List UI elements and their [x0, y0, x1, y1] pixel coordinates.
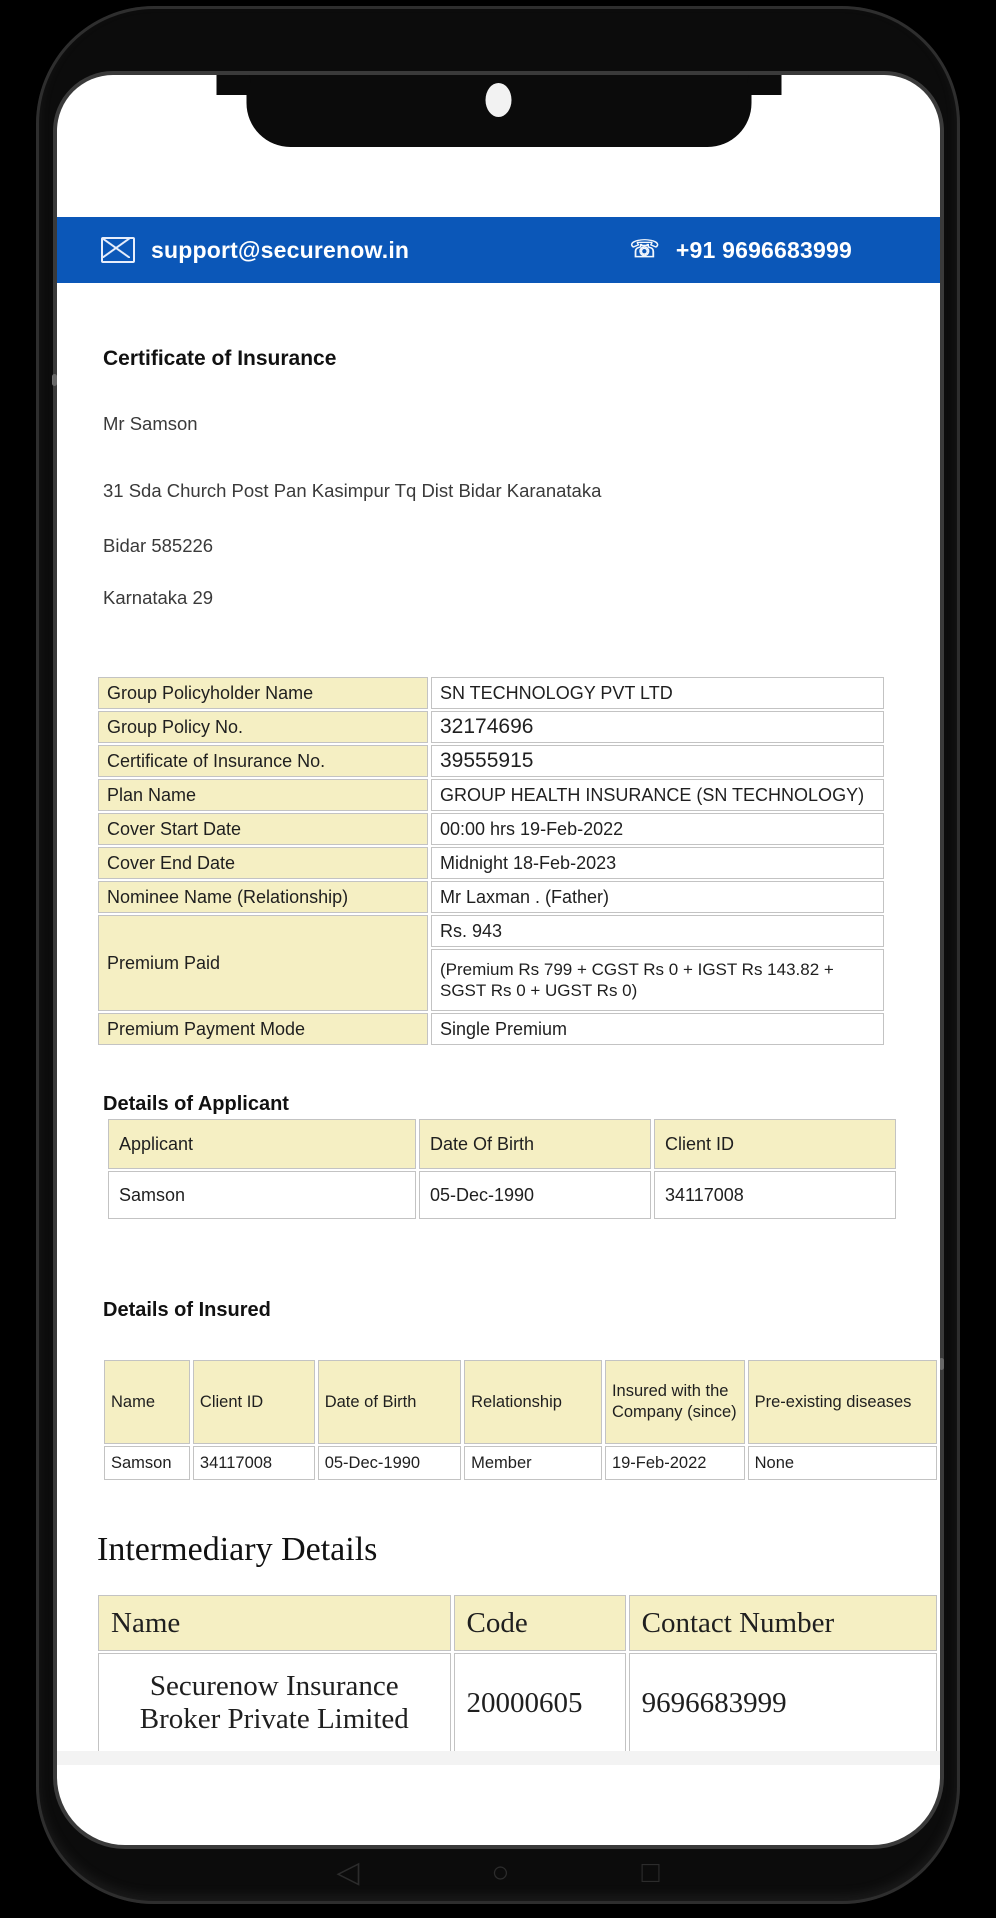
column-header: Relationship: [464, 1360, 602, 1444]
policy-value: SN TECHNOLOGY PVT LTD: [431, 677, 884, 709]
column-header: Date of Birth: [318, 1360, 461, 1444]
camera-icon: [486, 83, 512, 117]
envelope-icon: [101, 237, 135, 263]
intermediary-section-heading: Intermediary Details: [97, 1531, 378, 1568]
column-header: Contact Number: [629, 1595, 937, 1651]
column-header: Client ID: [193, 1360, 315, 1444]
table-row: [98, 1013, 884, 1045]
table-header-row: [104, 1360, 937, 1444]
table-row: [98, 813, 884, 845]
table-row: [98, 847, 884, 879]
policy-label: Nominee Name (Relationship): [98, 881, 428, 913]
policy-label: Cover End Date: [98, 847, 428, 879]
recipient-name: Mr Samson: [103, 413, 198, 434]
policy-summary-table: [95, 675, 887, 1047]
applicant-dob: 05-Dec-1990: [419, 1171, 651, 1219]
intermediary-code: 20000605: [454, 1653, 626, 1753]
table-row: [98, 677, 884, 709]
page-bottom-strip: [57, 1751, 940, 1765]
phone-icon: ☏: [629, 236, 660, 263]
table-row: [98, 1653, 937, 1753]
table-row: [98, 915, 884, 947]
insured-since: 19-Feb-2022: [605, 1446, 745, 1480]
contact-topbar: [57, 217, 940, 283]
phone-screen: [57, 75, 940, 1845]
table-header-row: [108, 1119, 896, 1169]
column-header: Date Of Birth: [419, 1119, 651, 1169]
insured-table: [101, 1358, 940, 1482]
home-icon[interactable]: ○: [491, 1856, 510, 1889]
intermediary-table: [95, 1593, 940, 1755]
applicant-name: Samson: [108, 1171, 416, 1219]
insured-client-id: 34117008: [193, 1446, 315, 1480]
insured-section-heading: Details of Insured: [103, 1299, 271, 1321]
table-row: [98, 745, 884, 777]
table-row: [98, 881, 884, 913]
policy-value: Mr Laxman . (Father): [431, 881, 884, 913]
policy-label: Cover Start Date: [98, 813, 428, 845]
column-header: Applicant: [108, 1119, 416, 1169]
applicant-table: [105, 1117, 899, 1221]
address-line-2: Bidar 585226: [103, 535, 214, 556]
phone-frame: [36, 6, 960, 1904]
phone-notch: [246, 75, 751, 147]
intermediary-contact: 9696683999: [629, 1653, 937, 1753]
support-phone-label: +91 9696683999: [675, 236, 852, 263]
insured-relationship: Member: [464, 1446, 602, 1480]
policy-value: 00:00 hrs 19-Feb-2022: [431, 813, 884, 845]
support-phone-link[interactable]: [630, 237, 852, 264]
address-line-3: Karnataka 29: [103, 587, 214, 608]
table-header-row: [98, 1595, 937, 1651]
support-email-link[interactable]: [101, 237, 409, 264]
policy-value: 39555915: [431, 745, 884, 777]
policy-value: GROUP HEALTH INSURANCE (SN TECHNOLOGY): [431, 779, 884, 811]
premium-breakdown: (Premium Rs 799 + CGST Rs 0 + IGST Rs 143.82 + SGST Rs 0 + UGST Rs 0): [431, 949, 884, 1011]
policy-label: Group Policyholder Name: [98, 677, 428, 709]
policy-label: Group Policy No.: [98, 711, 428, 743]
policy-label: Plan Name: [98, 779, 428, 811]
applicant-section-heading: Details of Applicant: [103, 1093, 289, 1115]
column-header: Pre-existing diseases: [748, 1360, 937, 1444]
intermediary-name: Securenow Insurance Broker Private Limited: [98, 1653, 451, 1753]
table-row: [98, 779, 884, 811]
insured-pre-existing: None: [748, 1446, 937, 1480]
column-header: Code: [454, 1595, 626, 1651]
back-icon[interactable]: ◁: [336, 1856, 360, 1889]
recents-icon[interactable]: □: [641, 1856, 660, 1889]
column-header: Name: [104, 1360, 190, 1444]
premium-amount: Rs. 943: [431, 915, 884, 947]
insured-name: Samson: [104, 1446, 190, 1480]
policy-label: Certificate of Insurance No.: [98, 745, 428, 777]
table-row: [98, 711, 884, 743]
column-header: Client ID: [654, 1119, 896, 1169]
policy-label: Premium Paid: [98, 915, 428, 1011]
table-row: [108, 1171, 896, 1219]
column-header: Name: [98, 1595, 451, 1651]
column-header: Insured with the Company (since): [605, 1360, 745, 1444]
policy-value: Midnight 18-Feb-2023: [431, 847, 884, 879]
policy-value: 32174696: [431, 711, 884, 743]
policy-label: Premium Payment Mode: [98, 1013, 428, 1045]
insured-dob: 05-Dec-1990: [318, 1446, 461, 1480]
policy-value: Single Premium: [431, 1013, 884, 1045]
support-email-label: support@securenow.in: [151, 236, 410, 263]
android-nav-bar: [36, 1858, 960, 1888]
address-line-1: 31 Sda Church Post Pan Kasimpur Tq Dist Bidar Karanataka: [103, 480, 602, 501]
certificate-title: Certificate of Insurance: [103, 347, 337, 370]
table-row: [104, 1446, 937, 1480]
applicant-client-id: 34117008: [654, 1171, 896, 1219]
